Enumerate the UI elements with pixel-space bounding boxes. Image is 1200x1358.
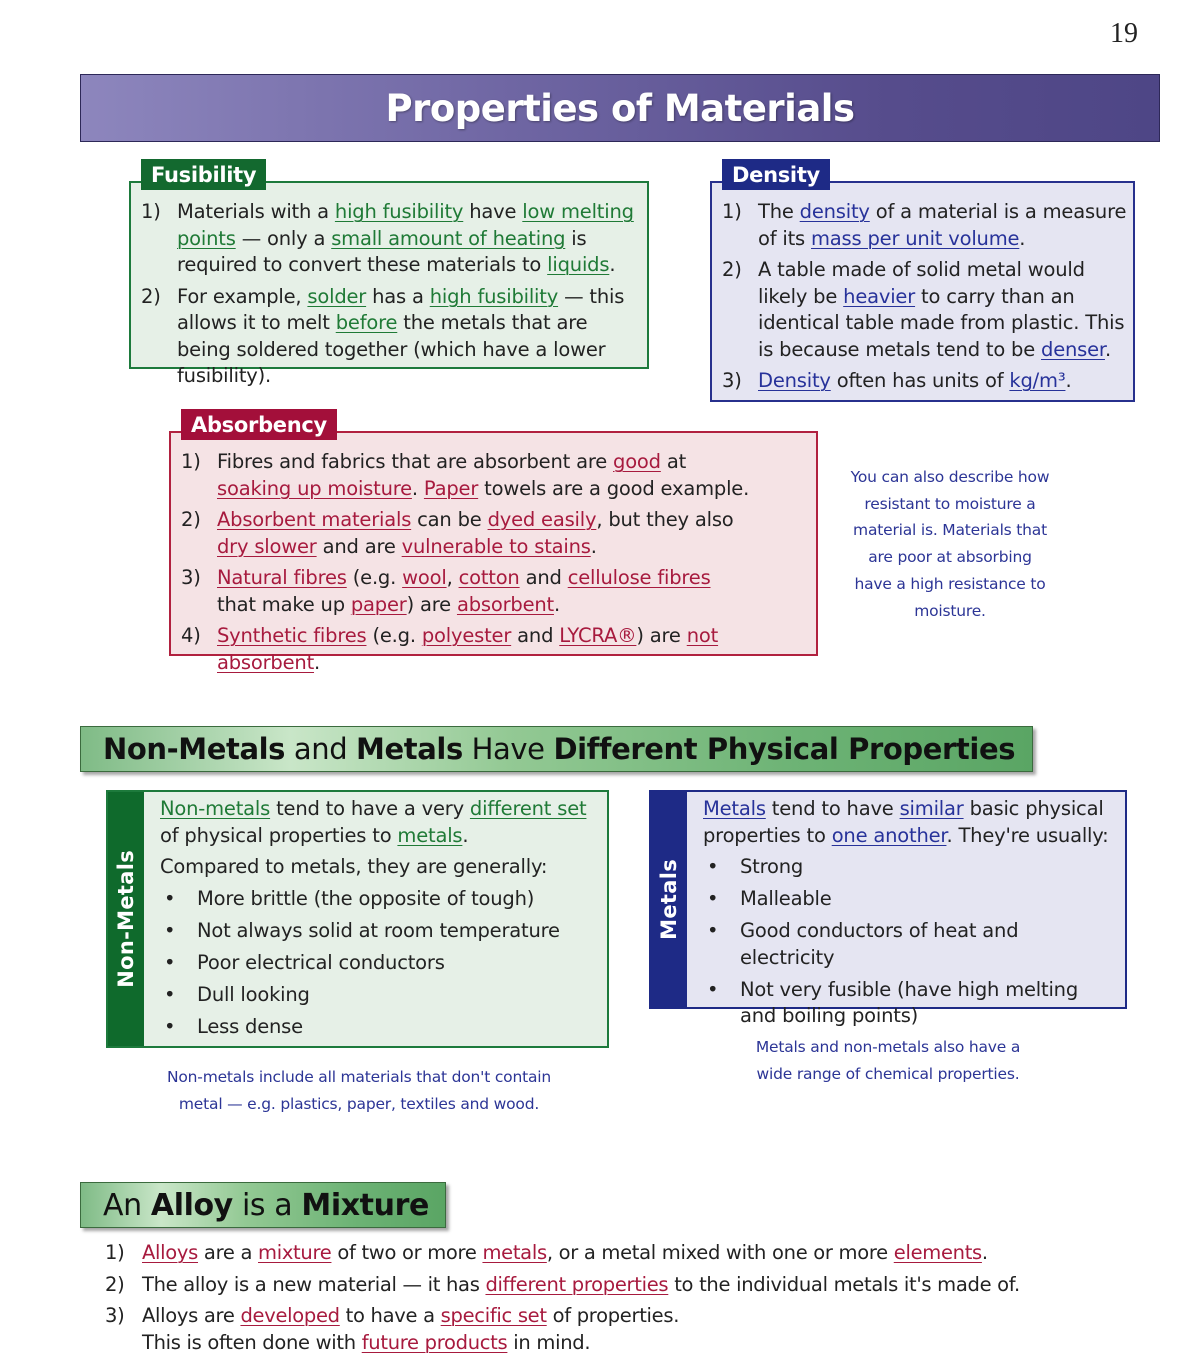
key-term: elements	[893, 1241, 982, 1264]
key-term: heavier	[843, 284, 916, 308]
text-run: This is often done with	[142, 1330, 362, 1354]
bullet-icon: •	[164, 1014, 176, 1038]
bullet-item	[160, 1014, 597, 1041]
text-run: .	[1019, 226, 1026, 250]
item-number: 1)	[181, 450, 201, 473]
item-text	[177, 284, 637, 390]
text-run: The alloy is a new material — it has	[142, 1272, 486, 1296]
non-metals-label-strip	[108, 792, 144, 1046]
fusibility-box	[129, 163, 649, 387]
key-term: liquids	[547, 253, 610, 276]
text-run: — only a	[235, 226, 332, 250]
text-run: of physical properties to	[160, 823, 398, 847]
text-run: basic physical properties to	[703, 797, 1104, 847]
key-term: polyester	[421, 624, 512, 647]
list-item	[105, 1272, 1065, 1299]
bullet-icon: •	[707, 919, 719, 942]
text-run: can be	[411, 508, 488, 531]
list-item	[105, 1240, 1065, 1267]
text-run: to the individual metals it's made of.	[668, 1272, 1020, 1296]
text-run: (e.g.	[366, 624, 422, 647]
physical-properties-heading	[103, 732, 1015, 766]
item-number: 3)	[181, 566, 201, 589]
key-term: good	[613, 450, 661, 473]
list-item	[722, 199, 1127, 252]
key-term: not absorbent	[217, 624, 719, 674]
item-number: 2)	[105, 1272, 125, 1296]
item-text	[758, 199, 1127, 252]
key-term: paper	[350, 592, 407, 616]
item-number: 3)	[722, 369, 742, 392]
text-run: ) are	[636, 624, 687, 647]
non-metals-note: Non-metals include all materials that don't contain metal — e.g. plastics, paper, textiles and wood.	[167, 1068, 551, 1113]
alloy-banner	[80, 1182, 446, 1228]
text-run: to have a	[339, 1304, 441, 1327]
bullet-item	[703, 886, 1115, 913]
bold-term: Mixture	[301, 1187, 429, 1223]
text-run: at	[660, 450, 687, 473]
text-run: .	[609, 253, 616, 276]
item-text	[142, 1303, 679, 1356]
list-item	[105, 1303, 1065, 1356]
item-number: 2)	[722, 258, 742, 281]
item-text	[758, 368, 1127, 395]
bullet-icon: •	[164, 982, 176, 1006]
item-number: 2)	[181, 508, 201, 531]
density-list	[722, 199, 1127, 395]
text-run: often has units of	[830, 369, 1010, 392]
key-term: different set	[469, 797, 587, 820]
bullet-item	[160, 950, 597, 977]
bullet-text: More brittle (the opposite of tough)	[197, 886, 535, 910]
key-term: density	[799, 200, 870, 223]
alloy-heading	[103, 1188, 429, 1223]
list-item	[181, 507, 810, 560]
text-run: — this allows it to melt	[177, 284, 625, 334]
key-term: low melting points	[177, 200, 634, 250]
key-term: Density	[758, 369, 831, 392]
text-run: . They're usually:	[946, 823, 1109, 847]
key-term: small amount of heating	[331, 226, 566, 250]
text-run: The	[758, 200, 800, 223]
text-run: Fibres and fabrics that are absorbent are	[217, 450, 614, 473]
text-run: of properties.	[546, 1304, 680, 1327]
bullet-item	[160, 918, 597, 945]
list-item	[181, 623, 810, 676]
key-term: mixture	[258, 1241, 332, 1264]
list-item	[181, 449, 810, 502]
bullet-text: Good conductors of heat and electricity	[740, 919, 1019, 969]
absorbency-heading: Absorbency	[181, 409, 337, 440]
bullet-icon: •	[707, 977, 719, 1001]
list-item	[722, 257, 1127, 363]
key-term: Metals	[703, 797, 766, 820]
key-term: different properties	[485, 1272, 669, 1296]
item-number: 3)	[105, 1304, 125, 1327]
key-term: cotton	[458, 566, 520, 589]
text-run: ,	[446, 566, 459, 589]
bullet-icon: •	[164, 918, 176, 942]
bullet-text: Strong	[740, 855, 804, 878]
text-run: .	[553, 592, 560, 616]
metals-bullets	[703, 854, 1115, 1030]
text-run: and	[285, 732, 357, 766]
text-run: to carry than an identical table made from plastic. This is because metals tend to be	[758, 284, 1125, 361]
text-run: the metals that are being soldered together (which have a lower fusibility).	[177, 311, 606, 387]
text-run: in mind.	[507, 1330, 591, 1354]
text-run: and are	[316, 534, 402, 558]
bold-term: Different Physical Properties	[553, 732, 1016, 766]
bullet-text: Less dense	[197, 1014, 303, 1038]
list-item	[141, 284, 637, 390]
text-run: A table made of solid metal would likely be	[758, 258, 1085, 308]
key-term: dry slower	[217, 534, 317, 558]
key-term: solder	[307, 284, 367, 308]
key-term: developed	[240, 1304, 340, 1327]
key-term: similar	[899, 797, 964, 820]
bold-term: Alloy	[150, 1187, 233, 1223]
item-text	[758, 257, 1127, 363]
list-item	[141, 199, 637, 279]
item-number: 1)	[141, 200, 161, 223]
bullet-item	[703, 918, 1115, 971]
density-box	[710, 163, 1135, 402]
key-term: high fusibility	[429, 284, 559, 308]
text-run: .	[1065, 369, 1072, 392]
bullet-icon: •	[707, 855, 719, 878]
bullet-text: Not very fusible (have high melting and boiling points)	[740, 977, 1079, 1027]
bullet-text: Poor electrical conductors	[197, 950, 445, 974]
bullet-text: Not always solid at room temperature	[197, 918, 560, 942]
text-run: .	[1104, 337, 1111, 361]
physical-properties-banner	[80, 726, 1033, 772]
metals-box	[649, 790, 1127, 1027]
bullet-text: Malleable	[740, 887, 832, 910]
item-text	[217, 623, 810, 676]
text-run: .	[981, 1241, 988, 1264]
bullet-icon: •	[707, 887, 719, 910]
title-banner	[80, 74, 1160, 142]
non-metals-lead: Compared to metals, they are generally:	[160, 855, 548, 878]
text-run: .	[590, 534, 597, 558]
non-metals-intro	[160, 796, 597, 849]
item-number: 2)	[141, 284, 161, 308]
fusibility-heading: Fusibility	[141, 159, 266, 190]
non-metals-bullets	[160, 886, 597, 1041]
key-term: Alloys	[142, 1241, 199, 1264]
metals-label: Metals	[657, 859, 681, 940]
non-metals-content	[144, 792, 607, 1046]
text-run: is a	[232, 1187, 302, 1223]
metals-label-strip	[651, 792, 687, 1007]
key-term: before	[335, 311, 398, 334]
alloy-list	[105, 1240, 1065, 1358]
metals-note: Metals and non-metals also have a wide range of chemical properties.	[755, 1038, 1021, 1083]
item-number: 4)	[181, 624, 201, 647]
text-run: Alloys are	[142, 1304, 241, 1327]
key-term: vulnerable to stains	[401, 534, 591, 558]
key-term: specific set	[440, 1304, 547, 1327]
page-title: Properties of Materials	[385, 86, 855, 130]
absorbency-note: You can also describe how resistant to moisture a material is. Materials that are poor at absorbing have a high resistance to moisture.	[850, 468, 1050, 620]
key-term: one another	[831, 823, 947, 847]
text-run: (e.g.	[346, 566, 403, 589]
text-run: .	[314, 650, 321, 674]
metals-intro	[703, 796, 1115, 849]
non-metals-label: Non-Metals	[114, 850, 138, 988]
bold-term: Non-Metals	[103, 732, 286, 766]
bullet-text: Dull looking	[197, 982, 310, 1006]
text-run: tend to have a very	[270, 797, 470, 820]
key-term: Absorbent materials	[217, 508, 412, 531]
text-run: .	[462, 823, 469, 847]
key-term: kg/m³	[1009, 369, 1066, 392]
key-term: dyed easily	[487, 508, 597, 531]
key-term: metals	[482, 1241, 547, 1264]
item-text	[142, 1240, 988, 1267]
key-term: mass per unit volume	[811, 226, 1020, 250]
text-run: Materials with a	[177, 200, 335, 223]
key-term: high fusibility	[334, 200, 464, 223]
non-metals-box	[106, 790, 609, 1048]
text-run: of two or more	[331, 1241, 483, 1264]
text-run: towels are a good example.	[478, 476, 750, 500]
text-run: of a material is a measure of its	[758, 200, 1127, 250]
list-item	[722, 368, 1127, 395]
density-heading: Density	[722, 159, 830, 190]
text-run: are a	[198, 1241, 258, 1264]
key-term: Paper	[423, 476, 479, 500]
key-term: soaking up moisture	[217, 476, 412, 500]
key-term: denser	[1041, 337, 1105, 361]
item-text	[177, 199, 637, 279]
key-term: Natural fibres	[217, 566, 347, 589]
bullet-icon: •	[164, 886, 176, 910]
key-term: metals	[397, 823, 463, 847]
fusibility-list	[141, 199, 637, 390]
bullet-item	[160, 886, 597, 913]
item-text	[217, 565, 810, 618]
text-run: , or a metal mixed with one or more	[546, 1241, 894, 1264]
key-term: Non-metals	[160, 797, 271, 820]
bullet-item	[160, 982, 597, 1009]
item-text	[142, 1272, 1020, 1299]
item-number: 1)	[722, 200, 742, 223]
text-run: is required to convert these materials to	[177, 226, 587, 276]
text-run: Have	[462, 732, 554, 766]
key-term: future products	[361, 1330, 508, 1354]
absorbency-box	[169, 413, 818, 674]
item-number: 1)	[105, 1241, 125, 1264]
text-run: has a	[366, 284, 430, 308]
list-item	[181, 565, 810, 618]
text-run: and	[519, 566, 568, 589]
text-run: An	[103, 1187, 151, 1223]
text-run: and	[511, 624, 560, 647]
text-run: tend to have	[765, 797, 900, 820]
key-term: cellulose fibres	[567, 566, 711, 589]
text-run: ) are	[406, 592, 457, 616]
bullet-item	[703, 977, 1115, 1030]
bullet-item	[703, 854, 1115, 881]
item-text	[217, 507, 810, 560]
key-term: Synthetic fibres	[217, 624, 367, 647]
page-number: 19	[1110, 18, 1138, 49]
metals-content	[687, 792, 1125, 1027]
item-text	[217, 449, 810, 502]
text-run: .	[411, 476, 424, 500]
text-run: have	[463, 200, 523, 223]
key-term: LYCRA®	[559, 624, 637, 647]
bullet-icon: •	[164, 950, 176, 974]
absorbency-list	[181, 449, 810, 676]
key-term: absorbent	[456, 592, 554, 616]
bold-term: Metals	[356, 732, 463, 766]
text-run: , but they also	[596, 508, 734, 531]
key-term: wool	[402, 566, 447, 589]
text-run: that make up	[217, 592, 351, 616]
text-run: For example,	[177, 284, 308, 308]
